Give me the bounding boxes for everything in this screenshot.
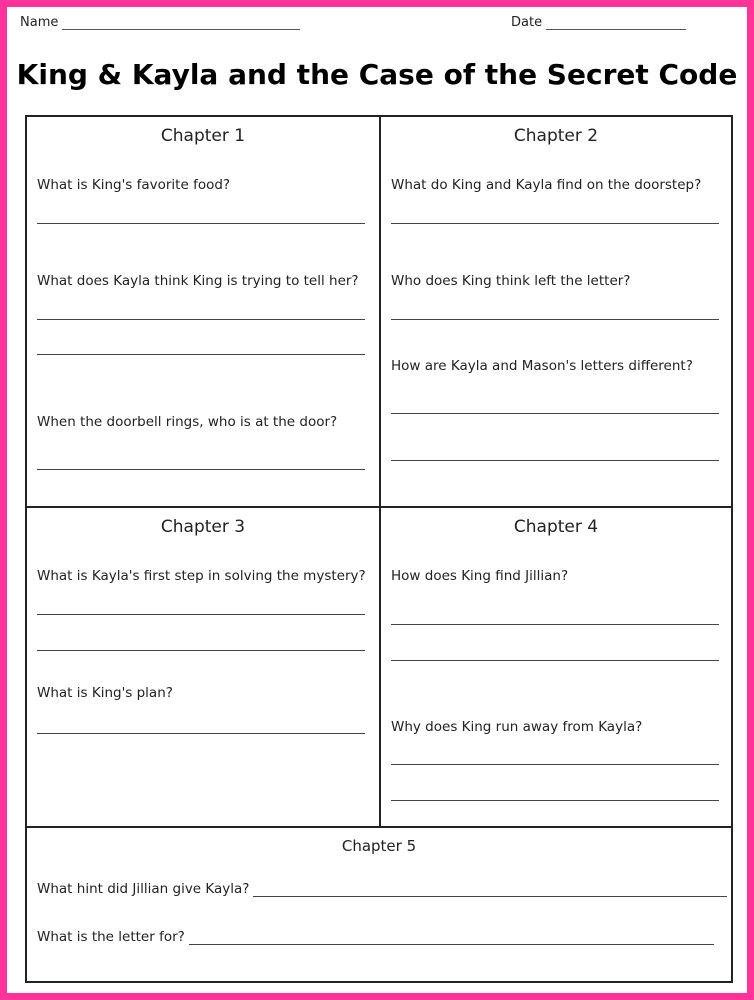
date-label: Date [511,15,543,30]
question: Why does King run away from Kayla? [391,719,643,735]
chapter-heading: Chapter 1 [160,126,246,146]
answer-line[interactable] [253,884,727,897]
question: Who does King think left the letter? [391,273,631,289]
name-label: Name [20,15,59,30]
answer-line[interactable] [391,800,719,801]
chapter-grid [25,115,733,983]
chapter-2-section [381,117,731,506]
answer-line[interactable] [37,733,365,734]
answer-line[interactable] [391,764,719,765]
date-line[interactable] [546,16,686,30]
question: How are Kayla and Mason's letters different? [391,358,693,374]
chapter-heading: Chapter 2 [513,126,599,146]
answer-line[interactable] [391,660,719,661]
answer-line[interactable] [391,223,719,224]
answer-line[interactable] [37,469,365,470]
chapter-1-section [27,117,379,506]
answer-line[interactable] [37,319,365,320]
answer-line[interactable] [391,624,719,625]
question: What is King's plan? [37,685,173,701]
chapter-5-section [27,828,731,981]
question-row [37,881,727,897]
chapter-4-section [381,508,731,826]
answer-line[interactable] [391,413,719,414]
answer-line[interactable] [37,650,365,651]
chapter-heading: Chapter 5 [341,837,417,855]
chapter-heading: Chapter 3 [160,517,246,537]
answer-line[interactable] [37,354,365,355]
answer-line[interactable] [189,932,714,945]
question: What is King's favorite food? [37,177,231,193]
question-row [37,929,714,945]
chapter-3-section [27,508,379,826]
name-line[interactable] [62,16,300,30]
answer-line[interactable] [37,223,365,224]
answer-line[interactable] [391,460,719,461]
date-field[interactable] [511,15,686,30]
question: How does King find Jillian? [391,568,569,584]
question: What is Kayla's first step in solving the mystery? [37,568,366,584]
question: When the doorbell rings, who is at the door? [37,414,338,430]
question: What do King and Kayla find on the doorstep? [391,177,702,193]
question: What hint did Jillian give Kayla? [37,881,250,897]
question: What does Kayla think King is trying to tell her? [37,273,359,289]
worksheet-title: King & Kayla and the Case of the Secret Code [16,58,738,91]
name-field[interactable] [20,15,300,30]
answer-line[interactable] [37,614,365,615]
answer-line[interactable] [391,319,719,320]
question: What is the letter for? [37,929,185,945]
chapter-heading: Chapter 4 [513,517,599,537]
